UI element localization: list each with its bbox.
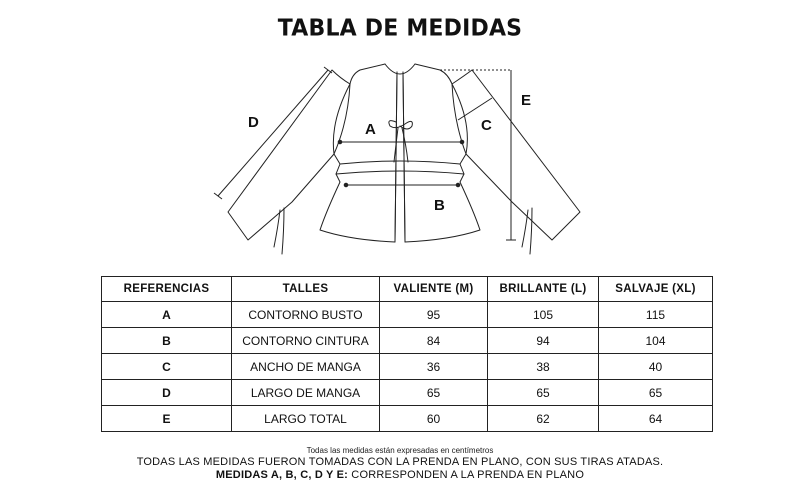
jacket-diagram — [200, 62, 600, 272]
table-row — [102, 328, 713, 354]
cell-xl: 64 — [599, 406, 713, 432]
table-row — [102, 380, 713, 406]
label-e: E — [521, 92, 532, 109]
cell-l: 65 — [488, 380, 599, 406]
units-note: Todas las medidas están expresadas en centímetros — [306, 446, 494, 455]
jacket-illustration — [200, 62, 600, 272]
cell-xl: 104 — [599, 328, 713, 354]
header-talles: TALLES — [232, 277, 380, 302]
table-row — [102, 302, 713, 328]
cell-xl: 115 — [599, 302, 713, 328]
cell-m: 36 — [380, 354, 488, 380]
jacket-tie-left-cuff — [274, 208, 284, 254]
cell-talle: CONTORNO BUSTO — [232, 302, 380, 328]
header-referencias: REFERENCIAS — [102, 277, 232, 302]
measurement-note: TODAS LAS MEDIDAS FUERON TOMADAS CON LA PRENDA EN PLANO, CON SUS TIRAS ATADAS. — [136, 456, 664, 468]
label-d: D — [248, 114, 259, 131]
header-size-l: BRILLANTE (L) — [488, 277, 599, 302]
measure-end-b-left — [344, 183, 348, 187]
table-row — [102, 406, 713, 432]
cell-talle: ANCHO DE MANGA — [232, 354, 380, 380]
jacket-neckline — [385, 64, 415, 74]
label-a: A — [365, 121, 376, 138]
label-b: B — [434, 197, 445, 214]
cell-l: 94 — [488, 328, 599, 354]
reference-note — [0, 469, 800, 481]
cell-l: 62 — [488, 406, 599, 432]
reference-note-rest: CORRESPONDEN A LA PRENDA EN PLANO — [348, 469, 585, 481]
measure-end-a-left — [338, 140, 342, 144]
cell-talle: LARGO DE MANGA — [232, 380, 380, 406]
label-c: C — [481, 117, 492, 134]
cell-ref: C — [102, 354, 232, 380]
cell-l: 105 — [488, 302, 599, 328]
cell-m: 84 — [380, 328, 488, 354]
measure-line-d — [218, 70, 328, 196]
jacket-tie-right-cuff — [522, 208, 532, 254]
jacket-waistband-bottom — [336, 171, 464, 174]
cell-ref: A — [102, 302, 232, 328]
table-header-row — [102, 277, 713, 302]
jacket-sleeve-left — [228, 70, 350, 240]
cell-xl: 65 — [599, 380, 713, 406]
jacket-shoulder-left — [350, 64, 385, 84]
jacket-sleeve-right — [452, 70, 580, 240]
measure-end-b-right — [456, 183, 460, 187]
page-title: TABLA DE MEDIDAS — [277, 15, 523, 42]
cell-xl: 40 — [599, 354, 713, 380]
cell-m: 65 — [380, 380, 488, 406]
jacket-placket — [395, 72, 405, 242]
jacket-tie-chest — [389, 121, 413, 162]
size-table — [101, 276, 713, 432]
cell-m: 95 — [380, 302, 488, 328]
cell-ref: D — [102, 380, 232, 406]
cell-l: 38 — [488, 354, 599, 380]
cell-ref: E — [102, 406, 232, 432]
header-size-m: VALIENTE (M) — [380, 277, 488, 302]
cell-ref: B — [102, 328, 232, 354]
reference-note-bold: MEDIDAS A, B, C, D Y E: — [215, 469, 349, 481]
cell-talle: CONTORNO CINTURA — [232, 328, 380, 354]
cell-talle: LARGO TOTAL — [232, 406, 380, 432]
jacket-shoulder-right — [415, 64, 452, 84]
cell-m: 60 — [380, 406, 488, 432]
jacket-waistband-top — [340, 161, 460, 164]
measure-end-a-right — [460, 140, 464, 144]
table-row — [102, 354, 713, 380]
header-size-xl: SALVAJE (XL) — [599, 277, 713, 302]
